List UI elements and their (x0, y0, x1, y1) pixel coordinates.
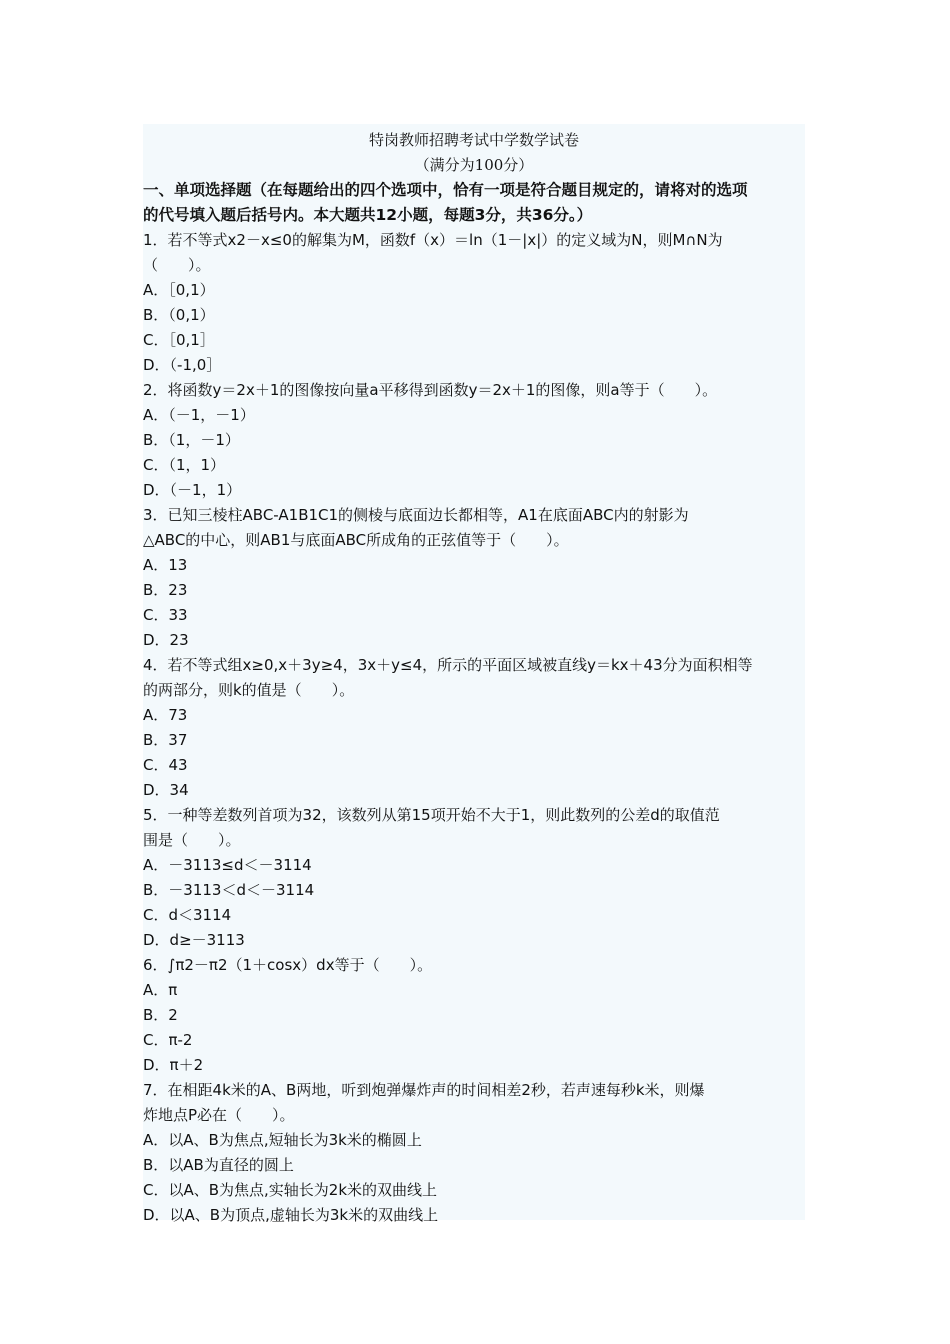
answer-option: D．（-1,0］ (143, 356, 222, 374)
answer-option: B．（0,1） (143, 306, 215, 324)
answer-option: A．13 (143, 556, 188, 574)
question-stem-line: 5．一种等差数列首项为32，该数列从第15项开始不大于1，则此数列的公差d的取值范 (143, 806, 720, 824)
question-2 (143, 378, 805, 503)
answer-option: C．（1，1） (143, 456, 226, 474)
answer-option: A．［0,1） (143, 281, 215, 299)
question-stem-line: 炸地点P必在（ ）。 (143, 1106, 295, 1124)
answer-option: D．23 (143, 631, 189, 649)
section-heading-line: 的代号填入题后括号内。本大题共12小题，每题3分，共36分。） (143, 206, 593, 224)
answer-option: A．73 (143, 706, 188, 724)
question-4 (143, 653, 805, 803)
answer-option: D．d≥－3113 (143, 931, 245, 949)
question-stem-line: 1．若不等式x2－x≤0的解集为M，函数f（x）＝ln（1－|x|）的定义域为N，则M∩N为 (143, 231, 723, 249)
answer-option: C．π-2 (143, 1031, 193, 1049)
question-list (143, 228, 805, 1228)
answer-option: A．π (143, 981, 178, 999)
question-5 (143, 803, 805, 953)
answer-option: B．37 (143, 731, 188, 749)
question-stem-line: （ ）。 (143, 256, 211, 274)
answer-option: B．（1，－1） (143, 431, 240, 449)
answer-option: A．以A、B为焦点,短轴长为3k米的椭圆上 (143, 1131, 422, 1149)
answer-option: C．33 (143, 606, 188, 624)
question-stem-line: △ABC的中心，则AB1与底面ABC所成角的正弦值等于（ ）。 (143, 531, 569, 549)
question-stem-line: 的两部分，则k的值是（ ）。 (143, 681, 355, 699)
answer-option: D．（－1，1） (143, 481, 242, 499)
exam-subtitle: （满分为100分） (414, 156, 534, 174)
question-stem-line: 3．已知三棱柱ABC-A1B1C1的侧棱与底面边长都相等，A1在底面ABC内的射影为 (143, 506, 689, 524)
answer-option: B．以AB为直径的圆上 (143, 1156, 294, 1174)
answer-option: D．以A、B为顶点,虚轴长为3k米的双曲线上 (143, 1206, 439, 1224)
question-7 (143, 1078, 805, 1228)
question-stem-line: 围是（ ）。 (143, 831, 241, 849)
question-stem-line: 7．在相距4k米的A、B两地，听到炮弹爆炸声的时间相差2秒，若声速每秒k米，则爆 (143, 1081, 705, 1099)
answer-option: B．2 (143, 1006, 178, 1024)
exam-title: 特岗教师招聘考试中学数学试卷 (368, 131, 579, 149)
answer-option: D．π＋2 (143, 1056, 204, 1074)
question-stem-line: 2．将函数y＝2x＋1的图像按向量a平移得到函数y＝2x＋1的图像，则a等于（ ）。 (143, 381, 718, 399)
answer-option: C．d＜3114 (143, 906, 232, 924)
answer-option: C．43 (143, 756, 188, 774)
question-stem-line: 4．若不等式组x≥0,x＋3y≥4，3x＋y≤4，所示的平面区域被直线y＝kx＋43分为面积相等 (143, 656, 753, 674)
section-heading-line: 一、单项选择题（在每题给出的四个选项中，恰有一项是符合题目规定的，请将对的选项 (143, 181, 748, 199)
answer-option: C．［0,1］ (143, 331, 215, 349)
question-1 (143, 228, 805, 378)
answer-option: D．34 (143, 781, 189, 799)
exam-page (143, 124, 805, 1224)
answer-option: C．以A、B为焦点,实轴长为2k米的双曲线上 (143, 1181, 438, 1199)
answer-option: B．－3113＜d＜－3114 (143, 881, 315, 899)
section-heading (143, 178, 805, 228)
answer-option: A．－3113≤d＜－3114 (143, 856, 312, 874)
answer-option: B．23 (143, 581, 188, 599)
answer-option: A．（－1，－1） (143, 406, 255, 424)
question-stem-line: 6．∫π2－π2（1＋cosx）dx等于（ ）。 (143, 956, 433, 974)
question-3 (143, 503, 805, 653)
question-6 (143, 953, 805, 1078)
